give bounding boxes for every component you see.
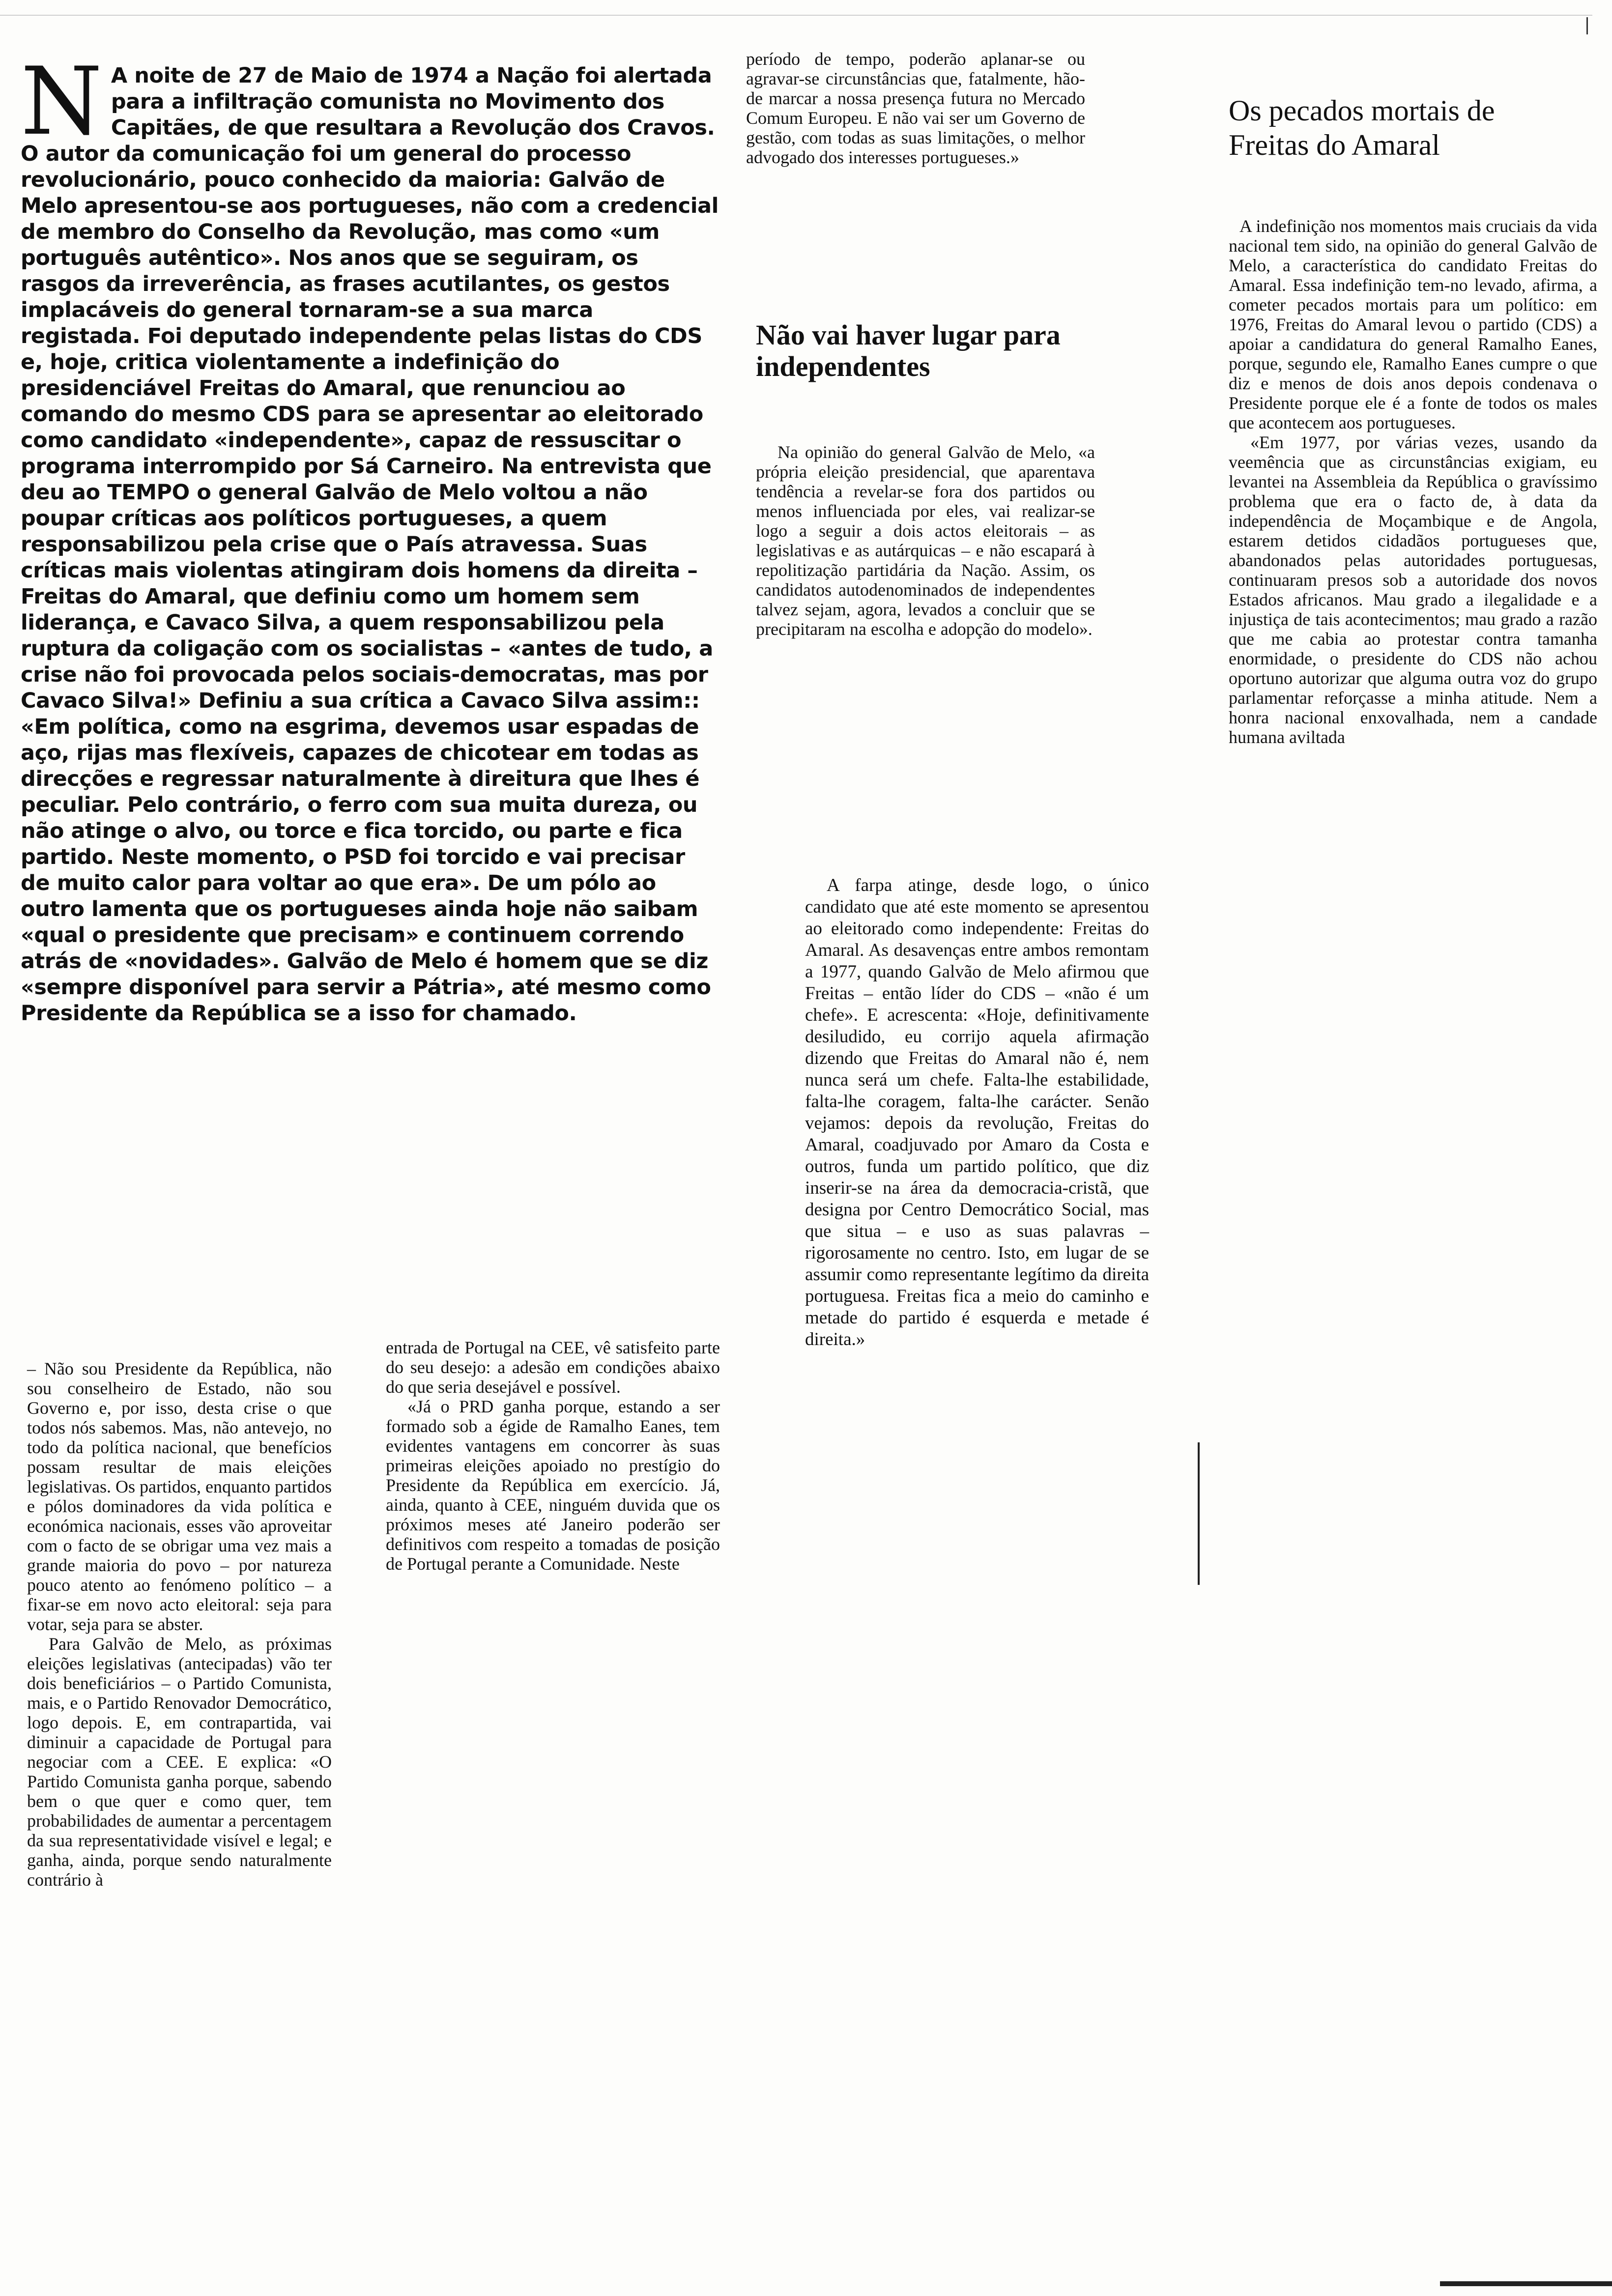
col3-paragraph-top: período de tempo, poderão aplanar-se ou agravar-se circunstâncias que, fatalmente, hão-de marcar a nossa presença futura no Mercado Comum Europeu. E não vai ser um Governo de gestão, com todas as suas limitações, o melhor advogado dos interesses portugueses.» (746, 49, 1085, 167)
col2-paragraph-2: «Já o PRD ganha porque, estando a ser formado sob a égide de Ramalho Eanes, tem evidentes vantagens em concorrer às suas primeiras eleições apoiado no prestígio do Presidente da República em exercício. Já, ainda, quanto à CEE, ninguém duvida que os próximos meses até Janeiro poderão ser definitivos com respeito a tomadas de posição de Portugal perante a Comunidade. Neste (386, 1397, 720, 1574)
subheading: Não vai haver lugar para independentes (756, 319, 1061, 382)
col1-paragraph-2: Para Galvão de Melo, as próximas eleições legislativas (antecipadas) vão ter dois beneficiários – o Partido Comunista, mais, e o Partido Renovador Democrático, logo depois. E, em contrapartida, vai diminuir a capacidade de Portugal para negociar com a CEE. E explica: «O Partido Comunista ganha porque, sabendo bem o que quer e como quer, tem probabilidades de aumentar a percentagem da sua representatividade visível e legal; e ganha, ainda, porque sendo naturalmente contrário à (27, 1634, 332, 1890)
corner-mark (1586, 17, 1588, 34)
vertical-rule (1198, 1442, 1200, 1585)
drop-cap: N (21, 47, 102, 156)
col4-paragraph-1: A indefinição nos momentos mais cruciais da vida nacional tem sido, na opinião do general Galvão de Melo, a característica do candidato Freitas do Amaral. Essa indefinição tem-no levado, afirma, a cometer pecados mortais para um político: em 1976, Freitas do Amaral levou o partido (CDS) a apoiar a candidatura do general Ramalho Eanes, porque, segundo ele, Ramalho Eanes cumpre o que diz e menos de dois anos depois condenava o Presidente porque ele é a fonte de todos os males que acontecem aos portugueses. (1229, 216, 1597, 432)
bottom-rule (1440, 2281, 1612, 2286)
column-3-lower (805, 875, 1149, 1350)
col1-paragraph-1: – Não sou Presidente da República, não sou conselheiro de Estado, não sou Governo e, por isso, desta crise o que todos nós sabemos. Mas, não antevejo, no todo da política nacional, que benefícios possam resultar de mais eleições legislativas. Os partidos, enquanto partidos e pólos dominadores da vida política e económica nacionais, esses vão aproveitar com o facto de se obrigar uma vez mais a grande maioria do povo – por natureza pouco atento ao fenómeno político – a fixar-se em novo acto eleitoral: seja para votar, seja para se abster. (27, 1359, 332, 1634)
lead-paragraph (21, 47, 719, 1027)
column-3-middle (756, 442, 1095, 639)
col4-paragraph-2: «Em 1977, por várias vezes, usando da veemência que as circunstâncias exigiam, eu levantei na Assembleia da República o gravíssimo problema que era o facto de, à data da independência de Moçambique e de Angola, estarem detidos cidadãos portugueses que, abandonados pelas autoridades portuguesas, continuaram presos sob a autoridade dos novos Estados africanos. Mau grado a ilegalidade e a injustiça de tais acontecimentos; mau grado a razão que me cabia ao protestar contra tamanha enormidade, o presidente do CDS não achou oportuno autorizar que alguma outra voz do grupo parlamentar reforçasse a minha atitude. Nem a honra nacional enxovalhada, nem a candade humana aviltada (1229, 432, 1597, 747)
top-rule (0, 15, 1592, 16)
col3-paragraph-lower: A farpa atinge, desde logo, o único candidato que até este momento se apresentou ao eleitorado como independente: Freitas do Amaral. As desavenças entre ambos remontam a 1977, quando Galvão de Melo afirmou que Freitas – então líder do CDS – «não é um chefe». E acrescenta: «Hoje, definitivamente desiludido, eu corrijo aquela afirmação dizendo que Freitas do Amaral não é, nem nunca será um chefe. Falta-lhe estabilidade, falta-lhe coragem, falta-lhe carácter. Senão vejamos: depois da revolução, Freitas do Amaral, coadjuvado por Amaro da Costa e outros, funda um partido político, que diz inserir-se na área da democracia-cristã, que designa por Centro Democrático Social, mas que situa – e uso as suas palavras – rigorosamente no centro. Isto, em lugar de se assumir como representante legítimo da direita portuguesa. Freitas fica a meio do caminho e metade do partido é esquerda e metade é direita.» (805, 875, 1149, 1349)
column-2 (386, 1338, 720, 1574)
column-1 (27, 1359, 332, 1890)
sidebar-heading: Os pecados mortais de Freitas do Amaral (1229, 94, 1495, 161)
col3-paragraph-middle: Na opinião do general Galvão de Melo, «a própria eleição presidencial, que aparentava tendência a revelar-se fora dos partidos ou menos influenciada por eles, vai realizar-se logo a seguir a dois actos eleitorais – as legislativas e as autárquicas – e não escapará à repolitização partidária da Nação. Assim, os candidatos autodenominados de independentes talvez sejam, agora, levados a concluir que se precipitaram na escolha e adopção do modelo». (756, 442, 1095, 639)
lead-text: A noite de 27 de Maio de 1974 a Nação foi alertada para a infiltração comunista no Movimento dos Capitães, de que resultara a Revolução dos Cravos. O autor da comunicação foi um general do processo revolucionário, pouco conhecido da maioria: Galvão de Melo apresentou-se aos portugueses, não com a credencial de membro do Conselho da Revolução, mas como «um português autêntico». Nos anos que se seguiram, os rasgos da irreverência, as frases acutilantes, os gestos implacáveis do general tornaram-se a sua marca registada. Foi deputado independente pelas listas do CDS e, hoje, critica violentamente a indefinição do presidenciável Freitas do Amaral, que renunciou ao comando do mesmo CDS para se apresentar ao eleitorado como candidato «independente», capaz de ressuscitar o programa interrompido por Sá Carneiro. Na entrevista que deu ao TEMPO o general Galvão de Melo voltou a não poupar críticas aos políticos portugueses, a quem responsabilizou pela crise que o País atravessa. Suas críticas mais violentas atingiram dois homens da direita – Freitas do Amaral, que definiu como um homem sem liderança, e Cavaco Silva, a quem responsabilizou pela ruptura da coligação com os socialistas – «antes de tudo, a crise não foi provocada pelos sociais-democratas, mas por Cavaco Silva!» Definiu a sua crítica a Cavaco Silva assim:: «Em política, como na esgrima, devemos usar espadas de aço, rijas mas flexíveis, capazes de chicotear em todas as direcções e regressar naturalmente à direitura que lhes é peculiar. Pelo contrário, o ferro com sua muita dureza, ou não atinge o alvo, ou torce e fica torcido, ou parte e fica partido. Neste momento, o PSD foi torcido e vai precisar de muito calor para voltar ao que era». De um pólo ao outro lamenta que os portugueses ainda hoje não saibam «qual o presidente que precisam» e continuem correndo atrás de «novidades». Galvão de Melo é homem que se diz «sempre disponível para servir a Pátria», até mesmo como Presidente da República se a isso for chamado. (21, 63, 719, 1026)
column-4 (1229, 216, 1597, 747)
col2-paragraph-1: entrada de Portugal na CEE, vê satisfeito parte do seu desejo: a adesão em condições abaixo do que seria desejável e possível. (386, 1338, 720, 1397)
column-3-top (746, 49, 1085, 167)
